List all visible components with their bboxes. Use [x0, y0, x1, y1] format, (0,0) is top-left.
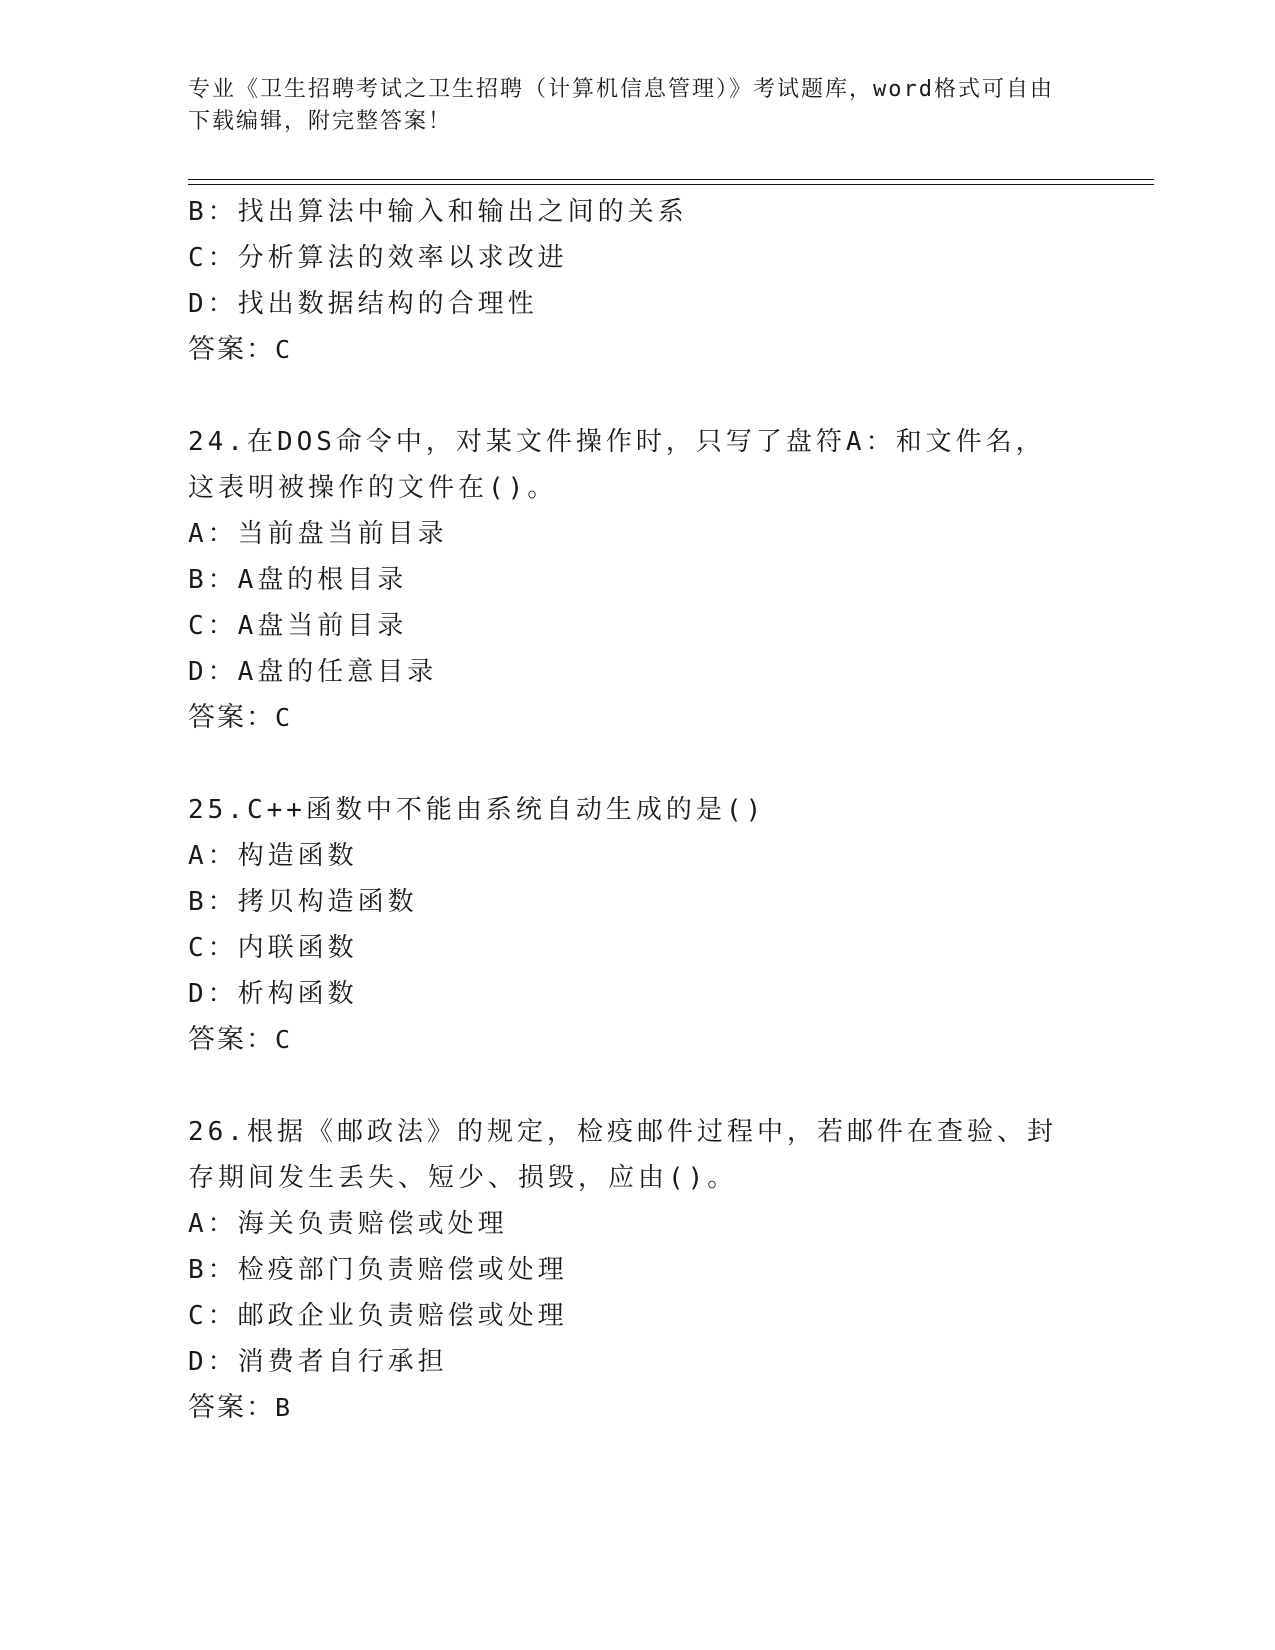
- answer-value: C: [275, 335, 293, 364]
- question-24: [188, 419, 1088, 741]
- option-d: D：A盘的任意目录: [188, 657, 438, 687]
- option-d: D：找出数据结构的合理性: [188, 289, 538, 319]
- answer: [188, 695, 1088, 741]
- option-b: B：拷贝构造函数: [188, 887, 418, 917]
- answer-value: C: [275, 703, 293, 732]
- question-text: 26.根据《邮政法》的规定，检疫邮件过程中，若邮件在查验、封存期间发生丢失、短少、损毁，应由()。: [188, 1117, 1057, 1193]
- option-b: B：A盘的根目录: [188, 565, 408, 595]
- question-26: [188, 1109, 1088, 1431]
- header-divider-bottom: [188, 184, 1154, 185]
- option-b: B：检疫部门负责赔偿或处理: [188, 1255, 568, 1285]
- question-23-continued: [188, 189, 1088, 373]
- option-a: A：当前盘当前目录: [188, 519, 448, 549]
- answer: [188, 1385, 1088, 1431]
- answer-label: 答案：: [188, 1392, 275, 1423]
- answer-label: 答案：: [188, 334, 275, 365]
- question-25: [188, 787, 1088, 1063]
- option-c: C：内联函数: [188, 933, 358, 963]
- question-list: [188, 189, 1088, 1431]
- question-text: 25.C++函数中不能由系统自动生成的是(): [188, 795, 766, 825]
- option-c: C：A盘当前目录: [188, 611, 408, 641]
- answer-label: 答案：: [188, 702, 275, 733]
- option-d: D：消费者自行承担: [188, 1347, 448, 1377]
- question-text: 24.在DOS命令中，对某文件操作时，只写了盘符A：和文件名，这表明被操作的文件在()。: [188, 427, 1046, 503]
- option-b: B：找出算法中输入和输出之间的关系: [188, 197, 688, 227]
- answer-label: 答案：: [188, 1024, 275, 1055]
- option-a: A：构造函数: [188, 841, 358, 871]
- answer: [188, 327, 1088, 373]
- answer: [188, 1017, 1088, 1063]
- document-header: 专业《卫生招聘考试之卫生招聘（计算机信息管理）》考试题库，word格式可自由下载编辑，附完整答案！: [188, 77, 1054, 134]
- answer-value: B: [275, 1393, 293, 1422]
- option-c: C：分析算法的效率以求改进: [188, 243, 568, 273]
- option-c: C：邮政企业负责赔偿或处理: [188, 1301, 568, 1331]
- header-divider-top: [188, 179, 1154, 180]
- answer-value: C: [275, 1025, 293, 1054]
- option-a: A：海关负责赔偿或处理: [188, 1209, 508, 1239]
- option-d: D：析构函数: [188, 979, 358, 1009]
